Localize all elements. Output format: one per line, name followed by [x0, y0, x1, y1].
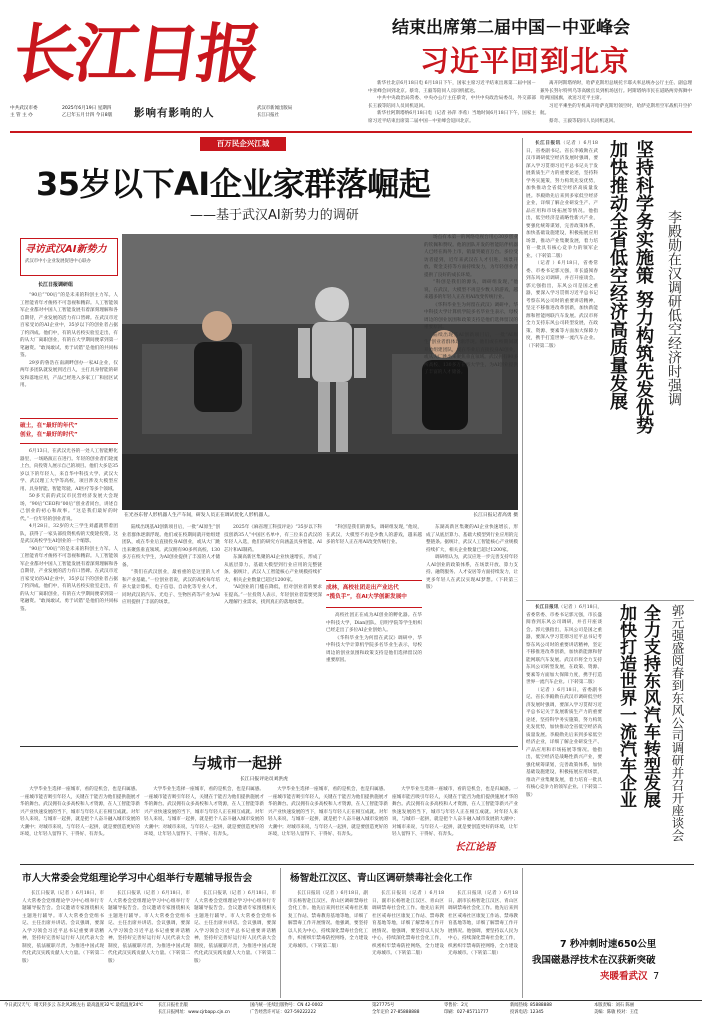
masthead: [0, 0, 702, 130]
commentary-col-3: 大学毕业生选择一座城市，看的是机会，也是归属感。一座城市能否吸引年轻人，关键在于能否为他们提供施展才华的舞台。武汉拥有众多高校和人才资源，在人工智能等新兴产业快速发展的当下，城市与年轻人正在相互成就。对年轻人来说，与城市一起拼，就是把个人奋斗融入城市发展的大潮中；对城市来说，与年轻人一起拼，就是要创造更好的环境，让年轻人留得下、干得好、有奔头。: [268, 787, 388, 837]
promo-text: 夹暖看武汉: [600, 971, 648, 982]
masthead-divider: [10, 131, 692, 133]
feature-col-6: 高校社团正在成为AI创业的孵化器。在华中科技大学，Dian团队、启明学院等学生组织已经走出了多位AI企业创始人。 《华科毕业生为何留在武汉》调研中，华中科技大学计算机学院多名毕业生表示，母校周边的创业氛围和政策支持是他们选择留汉的重要原因。: [326, 613, 422, 663]
feature-photo-caption: 在光谷东智人形机器人生产车间，研发人员正在调试优化人形机器人。: [124, 513, 273, 518]
bottom-left-text-1: 长江日报讯（记者 ）6月18日，市人大常委会党组理论学习中心组举行专题辅导报告会。会议邀请专家围绕相关主题进行辅导。市人大常委会党组书记、主任出席并讲话。会议强调，要深入学习领会习近平总书记重要讲话精神，坚持好完善好运行好人民代表大会制度，依法履职尽责，为推进中国式现代化武汉实践贡献人大力量。（下转第二版）: [22, 891, 104, 964]
bottom-left-text-2: 长江日报讯（记者 ）6月18日，市人大常委会党组理论学习中心组举行专题辅导报告会。会议邀请专家围绕相关主题进行辅导。市人大常委会党组书记、主任出席并讲话。会议强调，要深入学习领会习近平总书记重要讲话精神，坚持好完善好运行好人民代表大会制度，依法履职尽责，为推进中国式现代化武汉实践贡献人大力量。（下转第二版）: [108, 891, 190, 964]
masthead-slogan: 影响有影响的人: [134, 107, 215, 119]
bottom-mid-text-2: 长江日报讯（记者 ）6月18日，副市长杨智赴江汉区、青山区调研禁毒社会化工作。他先后来到社区戒毒社区康复工作站、禁毒教育基地等地，详细了解禁毒工作开展情况。他强调，要坚持以人民为中心，持续深化禁毒社会化工作，织密织牢禁毒防控网络，全力建设无毒城市。（下转第二版）: [372, 891, 444, 956]
section-tag: 百万民企兴江城: [200, 137, 286, 151]
footer-rule: [0, 1000, 702, 1001]
bottom-left-title: 市人大常委会党组理论学习中心组举行专题辅导报告会: [22, 873, 253, 884]
bottom-top-rule: [20, 864, 694, 865]
bottom-divider-2: [522, 868, 523, 998]
commentary-top-rule: [20, 746, 518, 747]
sidebar-story-1-namehead: 李殿勋在汉调研低空经济时强调: [666, 210, 682, 406]
top-story-body-left: 新华社北京6月18日电 6月18日下午，国家主席习近平结束出席第二届中国－中亚峰会回到北京。蔡奇、王毅等陪同人员同机抵达。 中共中央政治局常委、中央办公厅主任蔡奇，中共中央政治局委员、外交部部长王毅等陪同人员同机返回。 新华社阿斯塔纳6月18日电（记者 孙萍 李希）当地时间6月18日下午，国家主席习近平结束出席第二届中国－中亚峰会返回北京。: [368, 81, 536, 124]
sidebar-divider: [522, 138, 523, 750]
feature-subhead-1: 破土，在“最好的年代” 创业，在“最好的时代”: [20, 418, 118, 444]
footer-col-6: 本版责编：刘石 陈丽 美编：陈敏 校对：王佳: [594, 1003, 639, 1015]
feature-badge-sub: 武汉市中小企业发展促进中心联办: [25, 259, 91, 264]
sidebar-story-2-namehead: 郭元强盛阅春到东风公司调研并召开座谈会: [670, 604, 685, 842]
commentary-mark: 长江论语: [455, 842, 495, 853]
footer-col-4: 零售价：2元 印刷：027-85711777: [444, 1003, 489, 1015]
commentary-col-1: 大学毕业生选择一座城市，看的是机会，也是归属感。一座城市能否吸引年轻人，关键在于能否为他们提供施展才华的舞台。武汉拥有众多高校和人才资源，在人工智能等新兴产业快速发展的当下，城市与年轻人正在相互成就。对年轻人来说，与城市一起拼，就是把个人奋斗融入城市发展的大潮中；对城市来说，与年轻人一起拼，就是要创造更好的环境，让年轻人留得下、干得好、有奔头。: [20, 787, 140, 837]
bottom-right-item-1[interactable]: 7 秒冲刺时速650公里: [560, 939, 657, 950]
feature-badge-title: 寻访武汉AI新势力: [25, 244, 107, 255]
top-story-headline: 习近平回到北京: [420, 44, 631, 78]
feature-col-3: 陆续出现基AI创新项目后，一批“AI原生”创业者群体逐渐浮现。他们或在校期间就开始组建团队，或在毕业后直接投身AI创业，或从大厂跳出来聚焦垂直领域。武汉拥有90多所高校、130多万在校大学生，为AI创业提供了丰富的人才储备。 “我们在武汉创业，最看重的是这里的人才和产业基础。”一位创业者说，武汉的高校每年培养大量计算机、电子信息、自动化等专业人才，同时武汉的汽车、光电子、生物医药等产业为AI应用提供了丰富的场景。: [122, 525, 220, 605]
top-story-subtitle: 结束出席第二届中国－中亚峰会: [392, 18, 630, 38]
bottom-mid-title: 杨智赴江汉区、青山区调研禁毒社会化工作: [290, 873, 473, 884]
footer-col-1: 长江日报社出版 长江日报网址：www.cjrbapp.cjn.cn: [158, 1003, 230, 1015]
masthead-ids: 中共武汉市委 主 管 主 办: [10, 106, 38, 118]
feature-subhead-2: 成林，高校社团走出产业达代 “揽负手”，在AI大学创新发展中: [326, 580, 422, 608]
sidebar-story-2-headline: 全力支持东风汽车转型发展 加快打造世界一流汽车企业: [616, 604, 660, 808]
bottom-right-promo: [600, 970, 690, 996]
bottom-mid-text-1: 长江日报讯（记者 ）6月18日，副市长杨智赴江汉区、青山区调研禁毒社会化工作。他先后来到社区戒毒社区康复工作站、禁毒教育基地等地，详细了解禁毒工作开展情况。他强调，要坚持以人民为中心，持续深化禁毒社会化工作，织密织牢禁毒防控网络，全力建设无毒城市。（下转第二版）: [288, 891, 368, 949]
top-story-body-right: 离开阿斯塔纳时，哈萨克斯坦总统托卡耶夫率总统办公厅主任、副总理兼外长努尔特列乌等高级官员到机场送行。阿斯塔纳市民在道路两旁挥舞中哈两国国旗，欢送习近平主席。 习近平乘坐的专机离开哈萨克斯坦领空时，哈萨克斯坦空军战机升空护航。 蔡奇、王毅等陪同人员同机返回。: [540, 81, 692, 124]
feature-col-4: 2025年《麻省理工科技评论》“35岁以下科技创新35人”中国区名单中，有三位来自武汉的年轻人入选，他们的研究方向涵盖具身智能、AI芯片和AI制药。 东湖高新区集聚的AI企业快速增长，形成了从底层算力、基础大模型到行业应用的完整链条。据统计，武汉人工智能核心产业规模持续扩大，相关企业数量已超过1200家。 “AI创业的门槛在降低，但对创业者的要求在提高。”一位投资人表示，年轻创业者需要更深入理解行业需求，找到真正的落地场景。: [224, 525, 322, 605]
footer-col-3: 第27775号 全年定价 27-85888888: [372, 1003, 420, 1015]
footer-col-2: 国内统一连续出版物号：CN 42-0002 广告经营许可证：027-59222222: [250, 1003, 323, 1015]
masthead-side-note: 武汉市新闻出版局 长江日报社: [257, 106, 293, 118]
sidebar-story-1-headline: 坚持科学务实施策 努力构筑先发优势 加快推动全省低空经济高质量发展: [607, 140, 654, 435]
feature-photo-credit: 长江日报记者高勇 摄: [473, 513, 518, 518]
commentary-title: 与城市一起拼: [192, 754, 283, 772]
sidebar-story-2: [526, 604, 694, 870]
bottom-mid-text-3: 长江日报讯（记者 ）6月18日，副市长杨智赴江汉区、青山区调研禁毒社会化工作。他先后来到社区戒毒社区康复工作站、禁毒教育基地等地，详细了解禁毒工作开展情况。他强调，要坚持以人民为中心，持续深化禁毒社会化工作，织密织牢禁毒防控网络，全力建设无毒城市。（下转第二版）: [448, 891, 518, 956]
promo-page-number: 7: [653, 971, 660, 982]
sidebar-story-1-text: 长江日报讯（记者 ）6月18日，省委副书记、省长李殿勋在武汉市调研低空经济发展时强调，要深入学习贯彻习近平总书记关于发展新质生产力的重要论述，坚持科学务实施策，努力构筑先发优势，加快推动全省低空经济高质量发展。李殿勋先后来到多家低空经济企业，详细了解企业研发生产、产品应用和市场拓展等情况。他指出，低空经济是战略性新兴产业，要强化统筹谋划，完善政策体系，加快基础设施建设，积极拓展应用场景，推动产业集聚发展，着力培育一批具有核心竞争力的领军企业。（下转第二版） （记者 ）6月18日，省委常委、市委书记郭元强，市长盛阅春到东风公司调研，并召开座谈会。郭元强指出，东风公司是国之重器，要深入学习贯彻习近平总书记考察东风公司时的重要讲话精神，坚定不移推进改革创新，加快新能源和智能网联汽车发展。武汉市将全力支持东风公司转型发展，在政策、资源、要素等方面加大保障力度，携手打造世界一流汽车企业。（下转第二版）: [526, 141, 598, 349]
sidebar-story-2-text: 长江日报讯（记者 ）6月18日，省委常委、市委书记郭元强，市长盛阅春到东风公司调研，并召开座谈会。郭元强指出，东风公司是国之重器，要深入学习贯彻习近平总书记考察东风公司时的重要讲话精神，坚定不移推进改革创新，加快新能源和智能网联汽车发展。武汉市将全力支持东风公司转型发展，在政策、资源、要素等方面加大保障力度，携手打造世界一流汽车企业。（下转第二版） （记者 ）6月18日，省委副书记、省长李殿勋在武汉市调研低空经济发展时强调，要深入学习贯彻习近平总书记关于发展新质生产力的重要论述，坚持科学务实施策，努力构筑先发优势，加快推动全省低空经济高质量发展。李殿勋先后来到多家低空经济企业，详细了解企业研发生产、产品应用和市场拓展等情况。他指出，低空经济是战略性新兴产业，要强化统筹谋划，完善政策体系，加快基础设施建设，积极拓展应用场景，推动产业集聚发展，着力培育一批具有核心竞争力的领军企业。（下转第二版）: [526, 605, 602, 798]
sidebar-mid-rule: [526, 600, 694, 601]
feature-headline: 35岁以下AI企业家群落崛起: [36, 165, 431, 203]
bottom-divider-1: [280, 868, 281, 998]
feature-col-7: 场点有本第一的网络电视台用心30岁创业的钦佩和赞叹。他的团队开发的智能陪伴机器人已经在海外上市，销量突破百万台。多位受访者提到，近年来武汉在人才引进、场景开放、资金支持等方面持续发力，为年轻创业者提供了良好的成长环境。 “科创是我们的源头，调研组发现，”他说，在武汉，大模型不再是少数人的游戏，越来越多的年轻人正在用AI改变传统行业。 《华科毕业生为何留在武汉》调研中，华中科技大学计算机学院多名毕业生表示，母校周边的创业氛围和政策支持是他们选择留汉的重要原因。 陆续出现基AI创新项目后，一批“AI原生”创业者群体逐渐浮现。他们或在校期间就开始组建团队，或在毕业后直接投身AI创业，或从大厂跳出来聚焦垂直领域。武汉拥有90多所高校、130多万在校大学生，为AI创业提供了丰富的人才储备。: [424, 235, 518, 375]
commentary-col-2: 大学毕业生选择一座城市，看的是机会，也是归属感。一座城市能否吸引年轻人，关键在于能否为他们提供施展才华的舞台。武汉拥有众多高校和人才资源，在人工智能等新兴产业快速发展的当下，城市与年轻人正在相互成就。对年轻人来说，与城市一起拼，就是把个人奋斗融入城市发展的大潮中；对城市来说，与年轻人一起拼，就是要创造更好的环境，让年轻人留得下、干得好、有奔头。: [144, 787, 264, 837]
commentary-source: 长江日报评论员刘洪虎: [240, 777, 288, 782]
footer-col-5: 新闻热线: 85888888 投诉电话: 12345: [510, 1003, 552, 1015]
sidebar-story-1: [526, 140, 694, 600]
footer-weather: 今日武汉天气：晴天转多云 东北风2级左右 最高温度32℃ 最低温度24℃: [4, 1003, 144, 1008]
feature-col-5: “科创是我们的源头，调研组发现，”他说，在武汉，大模型不再是少数人的游戏，越来越多的年轻人正在用AI改变传统行业。: [326, 525, 422, 545]
feature-col-1: “90后”“00后”的是未来的科创主力军。人工智能青年才俊将不可忽视和精彩。人工智能领军企业都对中国人工智能发展有着深刻理解和各自期待，产业发展的活力有口皆碑。在武汉市近百家受访的AI企业中，35岁以下的创业者占据了约四成。他们中，有的从名校实验室走出，有的从大厂离职创业，有的在大学期间便拿到第一笔融资。“敢闯敢试、勇于试错”是他们的共同标签。 29岁的鲁浩在南湖畔创办一家AI企业，仅两年多团队就发展到近百人，主打具身智能的研发和落地应用，产品已经进入多家工厂和园区试用。: [20, 293, 118, 388]
bottom-right-item-2[interactable]: 我国磁悬浮技术在汉获新突破: [532, 955, 656, 966]
commentary-col-4: 大学毕业生选择一座城市，看的是机会，也是归属感。一座城市能否吸引年轻人，关键在于能否为他们提供施展才华的舞台。武汉拥有众多高校和人才资源，在人工智能等新兴产业快速发展的当下，城市与年轻人正在相互成就。对年轻人来说，与城市一起拼，就是把个人奋斗融入城市发展的大潮中；对城市来说，与年轻人一起拼，就是要创造更好的环境，让年轻人留得下、干得好、有奔头。: [392, 787, 518, 836]
bottom-left-text-3: 长江日报讯（记者 ）6月18日，市人大常委会党组理论学习中心组举行专题辅导报告会。会议邀请专家围绕相关主题进行辅导。市人大常委会党组书记、主任出席并讲话。会议强调，要深入学习领会习近平总书记重要讲话精神，坚持好完善好运行好人民代表大会制度，依法履职尽责，为推进中国式现代化武汉实践贡献人大力量。（下转第二版）: [194, 891, 276, 964]
feature-badge: [20, 238, 118, 276]
feature-col-2: 6月13日，在武汉光谷的一处人工智能孵化器里，一场路演正在进行。年轻的创业者们轮流上台，向投资人展示自己的项目。他们大多是35岁以下的年轻人，来自华中科技大学、武汉大学、武汉理工大学等高校，项目涉及大模型应用、具身智能、智能驾驶、AI医疗等多个领域。 50多天前的武汉市民营经济发展大会现场，“90后”CEO和“00后”创业者同台，讲述自己创业的初心和故事。“这是我们最好的时代。”一位年轻的创业者说。 4月28日，32岁的大三学生刘鑫就带着团队，获得了一家头部投资机构的天使轮投资。这是武汉高校学生AI创业的一个缩影。 “90后”“00后”的是未来的科创主力军。人工智能青年才俊将不可忽视和精彩。人工智能领军企业都对中国人工智能发展有着深刻理解和各自期待，产业发展的活力有口皆碑。在武汉市近百家受访的AI企业中，35岁以下的创业者占据了约四成。他们中，有的从名校实验室走出，有的从大厂离职创业，有的在大学期间便拿到第一笔融资。“敢闯敢试、勇于试错”是他们的共同标签。: [20, 449, 118, 612]
masthead-issue: 2025年6月19日 星期四 乙巳年五月廿四 今日8版: [62, 106, 113, 118]
feature-byline: 长江日报调研组: [38, 282, 74, 288]
feature-subtitle: ——基于武汉AI新势力的调研: [190, 208, 359, 223]
newspaper-logo: 长江日报: [8, 17, 264, 92]
feature-col-8: 东湖高新区集聚的AI企业快速增长，形成了从底层算力、基础大模型到行业应用的完整链条。据统计，武汉人工智能核心产业规模持续扩大，相关企业数量已超过1200家。 调研组认为，武汉应进一步完善支持年轻人AI创业的政策体系，在场景开放、算力支持、融资服务、人才安居等方面持续发力，让更多年轻人在武汉实现AI梦想。（下转第三版）: [426, 525, 518, 590]
